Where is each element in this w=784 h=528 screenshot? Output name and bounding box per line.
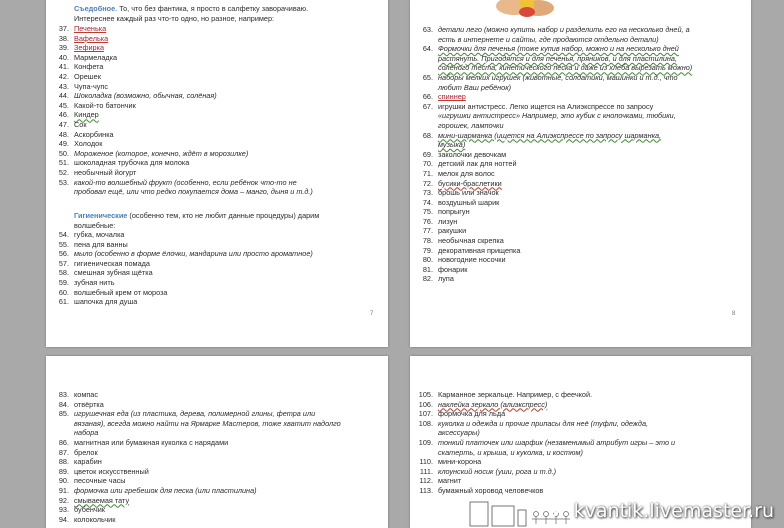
item-number: 45.	[58, 100, 69, 110]
item-text: Сок	[74, 119, 87, 129]
item-text: необычный йогурт	[74, 167, 137, 177]
item-text: тонкий платочек или шарфик (незаменимый атрибут игры – это и	[438, 437, 676, 447]
item-number: 60.	[58, 287, 69, 297]
item-number: 37.	[58, 24, 69, 33]
list-item	[410, 188, 751, 198]
item-text: растянуть. Пригодятся и для печенья, пряников, и для пластилина,	[438, 53, 677, 63]
item-text: детский лак для ногтей	[438, 159, 517, 169]
list-item	[46, 288, 388, 298]
item-text: карабин	[74, 457, 102, 467]
item-number: 56.	[58, 249, 69, 259]
list-item	[410, 169, 751, 179]
list-item	[410, 448, 751, 458]
list-item	[46, 62, 388, 72]
item-number: 50.	[58, 148, 69, 158]
item-number: 113.	[419, 485, 433, 495]
list-item	[410, 73, 751, 83]
list-item	[410, 274, 751, 284]
item-number	[410, 448, 438, 458]
item-number: 83.	[58, 390, 69, 399]
list-item	[410, 92, 751, 102]
item-text: Какой-то батончик	[74, 100, 136, 110]
list-item	[410, 131, 751, 141]
list-item	[46, 187, 388, 197]
item-number: 57.	[58, 258, 69, 268]
item-text: мыло (особенно в форме ёлочки, мандарина или просто ароматное)	[74, 249, 313, 259]
list-item	[410, 35, 751, 45]
hygiene-list	[46, 230, 388, 307]
section-title-hygiene: Гигиенические	[74, 211, 128, 220]
item-number	[410, 121, 438, 131]
item-text: наборы мелких игрушек (животные, солдатики, машинки и т.д., что	[438, 72, 678, 82]
item-number: 84.	[58, 399, 69, 409]
item-text: пена для ванны	[74, 239, 128, 249]
list-item	[410, 44, 751, 54]
list-item	[410, 102, 751, 112]
item-text: какой-то волшебный фрукт (особенно, если ребёнок что-то не	[74, 177, 297, 187]
item-number: 43.	[58, 81, 69, 91]
item-text: колокольчик	[74, 514, 116, 524]
item-number: 91.	[58, 485, 69, 495]
item-text: скатерть, и крыша, и куколка, и костюм)	[438, 447, 583, 457]
item-number: 112.	[419, 476, 433, 486]
item-number	[46, 187, 74, 197]
item-text: зубная нить	[74, 277, 115, 287]
item-text: бумажный хоровод человечков	[438, 485, 544, 495]
hands-photo	[484, 0, 570, 24]
list-item	[410, 255, 751, 265]
item-number	[46, 428, 74, 438]
item-text: смываемая тату	[74, 495, 130, 505]
list-item	[46, 101, 388, 111]
list-item	[410, 226, 751, 236]
item-text: Карманное зеркальце. Например, с феечкой.	[438, 390, 593, 399]
list-item	[46, 82, 388, 92]
document-page-9	[46, 356, 388, 528]
item-number: 55.	[58, 239, 69, 249]
item-text: формочка для льда	[438, 409, 506, 419]
item-number: 40.	[58, 52, 69, 62]
item-number: 61.	[58, 297, 69, 307]
list-item	[46, 419, 388, 429]
edible-list	[46, 24, 388, 197]
hygiene-intro-line: волшебные:	[74, 220, 116, 230]
list-item	[410, 236, 751, 246]
item-number: 77.	[422, 226, 433, 236]
item-number	[410, 63, 438, 73]
list-item	[410, 83, 751, 93]
item-number: 109.	[418, 437, 433, 447]
item-text: мини-корона	[438, 457, 482, 467]
list-item	[46, 178, 388, 188]
item-text: магнитная или бумажная куколка с нарядами	[74, 437, 229, 447]
item-text: Шоколадка (возможно, обычная, солёная)	[74, 91, 217, 101]
item-number	[46, 419, 74, 429]
item-text: ракушки	[438, 226, 467, 236]
list-item	[46, 297, 388, 307]
item-number: 68.	[422, 130, 433, 140]
list-item	[46, 448, 388, 458]
list-item	[46, 496, 388, 506]
list-item	[46, 476, 388, 486]
list-item	[410, 217, 751, 227]
item-number: 44.	[58, 91, 69, 101]
list-item	[410, 63, 751, 73]
item-text: Мороженое (которое, конечно, ждёт в морозилке)	[74, 148, 249, 158]
list-item	[46, 515, 388, 525]
item-text: смешная зубная щётка	[74, 268, 153, 278]
items-list	[46, 390, 388, 524]
list-item	[46, 230, 388, 240]
item-number: 111.	[419, 466, 433, 476]
item-number: 53.	[58, 177, 69, 187]
list-item	[46, 139, 388, 149]
list-item	[46, 168, 388, 178]
item-text: брелок	[74, 447, 98, 457]
list-item	[46, 130, 388, 140]
list-item	[410, 400, 751, 410]
list-item	[46, 120, 388, 130]
item-text: куколка и одежда и прочие припасы для неё (туфли, одежда,	[438, 418, 649, 428]
item-number: 71.	[422, 168, 433, 178]
toys-list	[410, 25, 751, 284]
list-item	[46, 249, 388, 259]
item-number: 58.	[58, 268, 69, 278]
list-item	[410, 486, 751, 496]
item-number	[410, 428, 438, 438]
list-item	[410, 428, 751, 438]
list-item	[46, 158, 388, 168]
item-text: спиннер	[438, 92, 466, 102]
item-text: губка, мочалка	[74, 230, 125, 239]
section-title-edible: Съедобное	[74, 4, 116, 13]
list-item	[410, 419, 751, 429]
item-text: Мармеладка	[74, 52, 118, 62]
item-number: 75.	[422, 207, 433, 217]
item-number: 89.	[58, 466, 69, 476]
list-item	[46, 53, 388, 63]
item-number: 94.	[58, 514, 69, 524]
item-number: 65.	[422, 72, 433, 82]
item-number: 79.	[422, 245, 433, 255]
item-text: попрыгун	[438, 207, 470, 217]
item-text: воздушный шарик	[438, 197, 500, 207]
item-text: лизун	[438, 216, 458, 226]
item-number: 51.	[58, 158, 69, 168]
item-text: наклейка зеркало (алиэкспресс)	[438, 399, 548, 409]
list-item	[46, 34, 388, 44]
list-item	[410, 390, 751, 400]
item-text: необычная скрепка	[438, 236, 504, 246]
item-text: шапочка для душа	[74, 297, 138, 307]
item-text: Формочки для печенья (тоже купив набор, можно и на несколько дней	[438, 44, 679, 54]
item-number: 73.	[422, 188, 433, 198]
item-number: 47.	[58, 119, 69, 129]
item-number: 105.	[418, 390, 433, 399]
item-number: 49.	[58, 139, 69, 149]
item-text: формочка или гребешок для песка (или пластилина)	[74, 485, 257, 495]
item-number: 48.	[58, 129, 69, 139]
item-number: 38.	[58, 33, 69, 43]
list-item	[410, 121, 751, 131]
list-item	[410, 54, 751, 64]
list-item	[410, 457, 751, 467]
item-number: 82.	[422, 274, 433, 284]
list-item	[46, 240, 388, 250]
page-number: 8	[732, 311, 736, 317]
item-number	[410, 111, 438, 121]
item-number: 85.	[58, 409, 69, 419]
item-text: Зефирка	[74, 43, 105, 53]
list-item	[410, 438, 751, 448]
item-text: фонарик	[438, 264, 468, 274]
item-text: вязаная), всегда можно найти на Ярмарке Мастеров, тоже хватит надолго	[74, 418, 341, 428]
item-number: 42.	[58, 71, 69, 81]
item-text: магнит	[438, 476, 462, 486]
list-item	[46, 428, 388, 438]
item-text: аксессуары)	[438, 428, 480, 438]
list-item	[410, 140, 751, 150]
item-text: горошек, лампочки	[438, 120, 504, 130]
item-number: 66.	[422, 92, 433, 102]
item-number: 76.	[422, 216, 433, 226]
item-number: 78.	[422, 236, 433, 246]
list-item	[46, 278, 388, 288]
item-text: любит Ваш ребёнок)	[438, 82, 512, 92]
item-text: Холодок	[74, 139, 103, 149]
list-item	[410, 476, 751, 486]
list-item	[410, 467, 751, 477]
item-text: Аскорбинка	[74, 129, 114, 139]
list-item	[46, 43, 388, 53]
item-number	[410, 140, 438, 150]
item-number: 108.	[418, 418, 433, 428]
list-item	[46, 259, 388, 269]
item-text: музыка)	[438, 140, 466, 150]
document-page-7	[46, 0, 388, 347]
list-item	[46, 486, 388, 496]
item-number: 52.	[58, 167, 69, 177]
item-number: 39.	[58, 43, 69, 53]
item-number: 93.	[58, 505, 69, 515]
list-item	[410, 25, 751, 35]
item-text: мини-шарманка (ищется на Алиэкспрессе по запросу шарманка,	[438, 130, 662, 140]
item-text: декоративная прищепка	[438, 245, 521, 255]
list-item	[410, 409, 751, 419]
list-item	[46, 268, 388, 278]
item-text: лупа	[438, 274, 454, 284]
intro-line: Съедобное. То, что без фантика, я просто в салфетку заворачиваю.	[74, 4, 309, 13]
item-text: новогодние носочки	[438, 255, 506, 265]
list-item	[410, 198, 751, 208]
item-text: бубенчик	[74, 505, 106, 515]
item-text: мелок для волос	[438, 168, 495, 178]
item-number: 86.	[58, 437, 69, 447]
list-item	[410, 159, 751, 169]
item-text: Печенька	[74, 24, 107, 33]
list-item	[46, 400, 388, 410]
item-text: Чупа-чупс	[74, 81, 109, 91]
item-number: 92.	[58, 495, 69, 505]
list-item	[410, 246, 751, 256]
list-item	[46, 505, 388, 515]
list-item	[46, 457, 388, 467]
item-number	[410, 83, 438, 93]
list-item	[410, 179, 751, 189]
item-text: игрушки антистресс. Легко ищется на Алиэкспрессе по запросу	[438, 101, 654, 111]
item-text: шоколадная трубочка для молока	[74, 158, 190, 168]
item-text: гигиеническая помада	[74, 258, 150, 268]
item-text: клоунский носик (уши, рога и т.д.)	[438, 466, 557, 476]
document-page-8	[410, 0, 751, 347]
item-number: 72.	[422, 178, 433, 188]
item-number: 64.	[422, 44, 433, 54]
item-number: 70.	[422, 159, 433, 169]
list-item	[46, 72, 388, 82]
item-number	[410, 54, 438, 64]
item-number: 106.	[418, 399, 433, 409]
item-text: песочные часы	[74, 476, 126, 486]
item-number: 69.	[422, 149, 433, 159]
item-number: 87.	[58, 447, 69, 457]
item-text: набора	[74, 428, 99, 438]
livemaster-logo-icon	[546, 503, 568, 519]
items-list	[410, 390, 751, 496]
item-number: 41.	[58, 62, 69, 72]
item-number: 46.	[58, 110, 69, 120]
item-text: «игрушки антистресс» Например, это кубик с кнопочками, тюбики,	[438, 111, 676, 121]
item-text: заколочки девочкам	[438, 149, 507, 159]
list-item	[46, 24, 388, 34]
list-item	[46, 409, 388, 419]
list-item	[46, 467, 388, 477]
list-item	[410, 207, 751, 217]
item-text: отвёртка	[74, 399, 104, 409]
item-number: 54.	[58, 230, 69, 239]
item-number: 67.	[422, 101, 433, 111]
page-number: 7	[370, 311, 374, 317]
list-item	[46, 110, 388, 120]
list-item	[46, 149, 388, 159]
item-number: 90.	[58, 476, 69, 486]
item-text: игрушечная еда (из пластика, дерева, полимерной глины, фетра или	[74, 409, 316, 419]
item-text: Конфета	[74, 62, 104, 72]
intro-line: Интереснее каждый раз что-то одно, но разное, например:	[74, 13, 275, 23]
item-number: 81.	[422, 264, 433, 274]
list-item	[410, 111, 751, 121]
item-number: 74.	[422, 197, 433, 207]
list-item	[46, 438, 388, 448]
item-text: Киндер	[74, 110, 99, 120]
item-number: 110.	[419, 457, 433, 467]
item-text: пробовал ещё, или что редко покупается дома – манго, дыня и т.д.)	[74, 187, 313, 197]
item-number: 88.	[58, 457, 69, 467]
item-text: есть в интернете и сайты, где продаются отдельно детали)	[438, 34, 659, 44]
item-text: волшебный крем от мороза	[74, 287, 168, 297]
item-text: компас	[74, 390, 99, 399]
item-text: Вафелька	[74, 33, 109, 43]
item-number: 59.	[58, 277, 69, 287]
list-item	[410, 265, 751, 275]
list-item	[410, 150, 751, 160]
item-text: детали лего (можно купить набор и разделить его на несколько дней, а	[438, 25, 690, 34]
item-number: 63.	[422, 25, 433, 34]
list-item	[46, 91, 388, 101]
hygiene-intro-line: Гигиенические (особенно тем, кто не любит данные процедуры) дарим	[74, 211, 320, 220]
item-number: 107.	[418, 409, 433, 419]
item-text: бусики-браслетики	[438, 178, 502, 188]
item-text: солёного теста, кинетического песка и даже из хлеба вырезать можно)	[438, 63, 693, 73]
item-number: 80.	[422, 255, 433, 265]
item-number	[410, 35, 438, 45]
item-text: брошь или значок	[438, 188, 499, 198]
watermark: kvantik.livemaster.ru	[546, 500, 774, 522]
item-text: Орешек	[74, 71, 101, 81]
item-text: цветок искусственный	[74, 466, 149, 476]
list-item	[46, 390, 388, 400]
